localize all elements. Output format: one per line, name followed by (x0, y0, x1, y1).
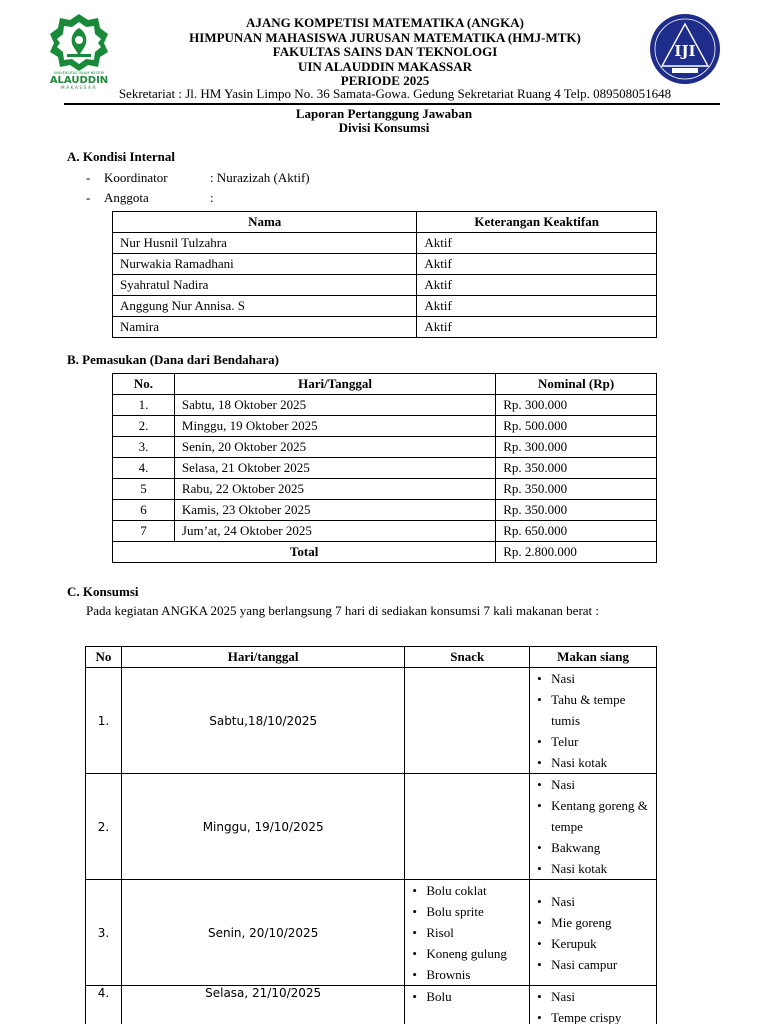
row-date: Jum’at, 24 Oktober 2025 (174, 521, 495, 542)
row-amount: Rp. 350.000 (496, 479, 657, 500)
row-amount: Rp. 300.000 (496, 437, 657, 458)
row-lunch (530, 668, 657, 774)
table-row (113, 479, 657, 500)
table-row (113, 458, 657, 479)
snack-list (412, 986, 522, 1007)
konsumsi-table (85, 646, 657, 1024)
table-row (113, 317, 657, 338)
row-date: Senin, 20 Oktober 2025 (174, 437, 495, 458)
header-no: No (86, 647, 122, 668)
members-line (86, 190, 214, 206)
coordinator-value: : Nurazizah (Aktif) (210, 170, 310, 185)
header-date: Hari/Tanggal (174, 374, 495, 395)
row-amount: Rp. 650.000 (496, 521, 657, 542)
row-lunch (530, 986, 657, 1024)
org-line-5: PERIODE 2025 (340, 73, 430, 88)
document-title (0, 107, 768, 135)
member-status: Aktif (417, 296, 657, 317)
row-number: 4. (113, 458, 175, 479)
list-item: • Nasi (537, 891, 649, 912)
row-date: Rabu, 22 Oktober 2025 (174, 479, 495, 500)
header-nama: Nama (113, 212, 417, 233)
list-item: • Nasi (537, 986, 649, 1007)
row-snack (405, 774, 530, 880)
table-row (86, 880, 657, 986)
list-item: • Tempe crispy (537, 1007, 649, 1024)
section-b-heading: B. Pemasukan (Dana dari Bendahara) (67, 352, 279, 367)
list-item: • Bolu (412, 986, 522, 1007)
list-item: • Mie goreng (537, 912, 649, 933)
list-item: • Telur (537, 731, 649, 752)
row-lunch (530, 774, 657, 880)
row-date: Minggu, 19/10/2025 (121, 774, 404, 880)
list-item: • Bolu coklat (412, 880, 522, 901)
list-item: • Kerupuk (537, 933, 649, 954)
table-row (113, 437, 657, 458)
row-snack (405, 668, 530, 774)
row-number: 2. (86, 774, 122, 880)
hmj-mtk-logo (640, 12, 730, 86)
list-item: • Kentang goreng & tempe (537, 795, 649, 837)
logo-caption: UNIVERSITAS ISLAM NEGERI (53, 71, 105, 75)
row-number: 1. (86, 668, 122, 774)
organization-title (120, 16, 650, 89)
secretariat-address: Sekretariat : Jl. HM Yasin Limpo No. 36 Samata-Gowa. Gedung Sekretariat Ruang 4 Telp. 089508051648 (118, 86, 672, 101)
members-label: Anggota (104, 190, 149, 205)
row-number: 6 (113, 500, 175, 521)
logo-subtext: MAKASSAR (61, 85, 97, 90)
letterhead (0, 0, 768, 104)
table-row (86, 668, 657, 774)
member-name: Namira (113, 317, 417, 338)
table-row (86, 986, 657, 1024)
title-line-1: Laporan Pertanggung Jawaban (295, 106, 473, 121)
table-header-row (113, 212, 657, 233)
table-row (113, 275, 657, 296)
list-item: • Nasi (537, 774, 649, 795)
title-line-2: Divisi Konsumsi (338, 120, 430, 135)
section-c-heading: C. Konsumsi (67, 584, 139, 599)
lunch-list (537, 668, 649, 773)
list-item: • Bolu sprite (412, 901, 522, 922)
total-value: Rp. 2.800.000 (496, 542, 657, 563)
row-date: Sabtu, 18 Oktober 2025 (174, 395, 495, 416)
member-status: Aktif (417, 317, 657, 338)
row-number: 2. (113, 416, 175, 437)
org-line-3: FAKULTAS SAINS DAN TEKNOLOGI (272, 44, 498, 59)
member-status: Aktif (417, 275, 657, 296)
row-date: Sabtu,18/10/2025 (121, 668, 404, 774)
list-item: • Bakwang (537, 837, 649, 858)
row-number: 4. (86, 986, 122, 1024)
row-date: Selasa, 21 Oktober 2025 (174, 458, 495, 479)
org-line-4: UIN ALAUDDIN MAKASSAR (297, 58, 473, 74)
row-amount: Rp. 300.000 (496, 395, 657, 416)
member-name: Nurwakia Ramadhani (113, 254, 417, 275)
dash-marker: - (86, 190, 91, 205)
table-row (113, 254, 657, 275)
member-status: Aktif (417, 254, 657, 275)
header-lunch: Makan siang (530, 647, 657, 668)
row-amount: Rp. 500.000 (496, 416, 657, 437)
lunch-list (537, 986, 649, 1024)
header-date: Hari/tanggal (121, 647, 404, 668)
list-item: • Brownis (412, 964, 522, 985)
member-status: Aktif (417, 233, 657, 254)
table-row (113, 416, 657, 437)
row-date: Senin, 20/10/2025 (121, 880, 404, 986)
income-table (112, 373, 657, 563)
list-item: • Nasi kotak (537, 752, 649, 773)
list-item: • Koneng gulung (412, 943, 522, 964)
list-item: • Risol (412, 922, 522, 943)
row-number: 3. (113, 437, 175, 458)
row-date: Selasa, 21/10/2025 (121, 986, 404, 1024)
row-number: 5 (113, 479, 175, 500)
logo-wordmark: ALAUDDIN (49, 75, 109, 86)
row-lunch (530, 880, 657, 986)
dash-marker: - (86, 170, 91, 185)
row-amount: Rp. 350.000 (496, 458, 657, 479)
org-line-1: AJANG KOMPETISI MATEMATIKA (ANGKA) (246, 15, 524, 30)
table-row (113, 296, 657, 317)
row-number: 7 (113, 521, 175, 542)
row-date: Minggu, 19 Oktober 2025 (174, 416, 495, 437)
logo-mark-text: IJI (674, 42, 696, 60)
member-name: Nur Husnil Tulzahra (113, 233, 417, 254)
header-no: No. (113, 374, 175, 395)
row-number: 3. (86, 880, 122, 986)
table-header-row (86, 647, 657, 668)
snack-list (412, 880, 522, 985)
header-divider (64, 103, 720, 105)
table-row (86, 774, 657, 880)
lunch-list (537, 774, 649, 879)
header-nominal: Nominal (Rp) (496, 374, 657, 395)
section-a-heading: A. Kondisi Internal (67, 149, 175, 164)
table-row (113, 233, 657, 254)
list-item: • Nasi campur (537, 954, 649, 975)
members-value: : (210, 190, 214, 205)
row-date: Kamis, 23 Oktober 2025 (174, 500, 495, 521)
row-snack (405, 880, 530, 986)
org-line-2: HIMPUNAN MAHASISWA JURUSAN MATEMATIKA (HMJ-MTK) (189, 29, 581, 45)
list-item: • Tahu & tempe tumis (537, 689, 649, 731)
row-amount: Rp. 350.000 (496, 500, 657, 521)
table-row (113, 500, 657, 521)
member-name: Anggung Nur Annisa. S (113, 296, 417, 317)
list-item: • Nasi kotak (537, 858, 649, 879)
header-snack: Snack (405, 647, 530, 668)
list-item: • Nasi (537, 668, 649, 689)
lunch-list (537, 891, 649, 975)
table-row (113, 395, 657, 416)
coordinator-label: Koordinator (104, 170, 168, 185)
coordinator-line (86, 170, 310, 186)
header-keterangan: Keterangan Keaktifan (417, 212, 657, 233)
table-header-row (113, 374, 657, 395)
row-snack (405, 986, 530, 1024)
konsumsi-paragraph: Pada kegiatan ANGKA 2025 yang berlangsung 7 hari di sediakan konsumsi 7 kali makanan berat : (86, 603, 600, 618)
total-row (113, 542, 657, 563)
total-label: Total (113, 542, 496, 563)
uin-alauddin-logo (42, 12, 116, 90)
member-name: Syahratul Nadira (113, 275, 417, 296)
row-number: 1. (113, 395, 175, 416)
members-table (112, 211, 657, 338)
table-row (113, 521, 657, 542)
